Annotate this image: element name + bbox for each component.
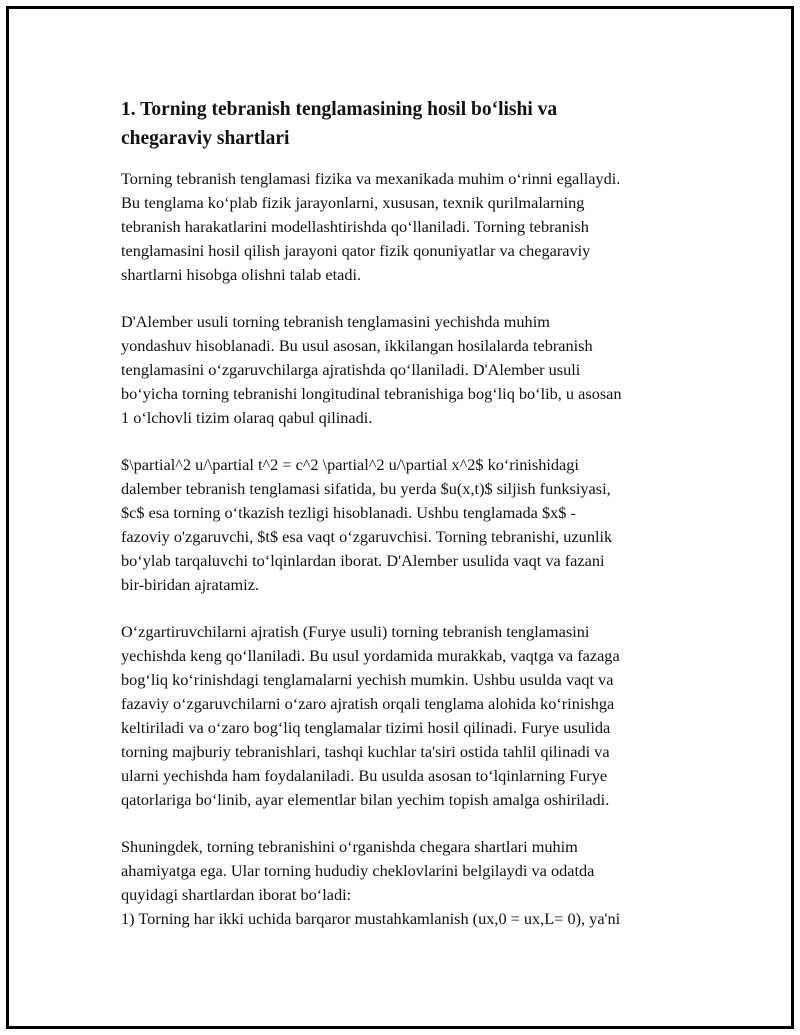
- text-line: $c$ esa torning o‘tkazish tezligi hisoblanadi. Ushbu tenglamada $x$ -: [121, 503, 576, 522]
- document-body: [121, 95, 696, 931]
- paragraph-dalembert: [121, 310, 696, 430]
- text-line: torning majburiy tebranishlari, tashqi kuchlar ta'siri ostida tahlil qilinadi va: [121, 742, 610, 761]
- text-line: quyidagi shartlardan iborat bo‘ladi:: [121, 885, 352, 904]
- heading-line: chegaraviy shartlari: [121, 128, 290, 149]
- text-line: tenglamasini o‘zgaruvchilarga ajratishda qo‘llaniladi. D'Alember usuli: [121, 360, 581, 379]
- heading-line: 1. Torning tebranish tenglamasining hosil bo‘lishi va: [121, 99, 558, 120]
- text-line: 1 o‘lchovli tizim olaraq qabul qilinadi.: [121, 408, 373, 427]
- text-line: bir-biridan ajratamiz.: [121, 575, 260, 594]
- text-line: keltiriladi va o‘zaro bog‘liq tenglamalar tizimi hosil qilinadi. Furye usulida: [121, 718, 611, 737]
- paragraph-fourier: [121, 620, 696, 812]
- text-line: yondashuv hisoblanadi. Bu usul asosan, ikkilangan hosilalarda tebranish: [121, 336, 593, 355]
- text-line: fazaviy o‘zgaruvchilarni o‘zaro ajratish orqali tenglama alohida ko‘rinishga: [121, 694, 615, 713]
- text-line: $\partial^2 u/\partial t^2 = c^2 \partial^2 u/\partial x^2$ ko‘rinishidagi: [121, 455, 579, 474]
- text-line: bo‘ylab tarqaluvchi to‘lqinlardan iborat. D'Alember usulida vaqt va fazani: [121, 551, 605, 570]
- text-line: dalember tebranish tenglamasi sifatida, bu yerda $u(x,t)$ siljish funksiyasi,: [121, 479, 611, 498]
- text-line: bo‘yicha torning tebranishi longitudinal tebranishiga bog‘liq bo‘lib, u asosan: [121, 384, 622, 403]
- list-item: 1) Torning har ikki uchida barqaror mustahkamlanish (ux,0 = ux,L= 0), ya'ni: [121, 909, 621, 928]
- text-line: Torning tebranish tenglamasi fizika va mexanikada muhim o‘rinni egallaydi.: [121, 169, 621, 188]
- text-line: Shuningdek, torning tebranishini o‘rganishda chegara shartlari muhim: [121, 837, 578, 856]
- text-line: D'Alember usuli torning tebranish tenglamasini yechishda muhim: [121, 312, 550, 331]
- text-line: bog‘liq ko‘rinishdagi tenglamalarni yechish mumkin. Ushbu usulda vaqt va: [121, 670, 614, 689]
- text-line: fazoviy o'zgaruvchi, $t$ esa vaqt o‘zgaruvchisi. Torning tebranishi, uzunlik: [121, 527, 613, 546]
- paragraph-boundary-conditions: [121, 835, 696, 931]
- text-line: Bu tenglama ko‘plab fizik jarayonlarni, xususan, texnik qurilmalarning: [121, 193, 585, 212]
- text-line: ahamiyatga ega. Ular torning hududiy cheklovlarini belgilaydi va odatda: [121, 861, 595, 880]
- text-line: qatorlariga bo‘linib, ayar elementlar bilan yechim topish amalga oshiriladi.: [121, 790, 610, 809]
- text-line: shartlarni hisobga olishni talab etadi.: [121, 265, 362, 284]
- text-line: yechishda keng qo‘llaniladi. Bu usul yordamida murakkab, vaqtga va fazaga: [121, 646, 620, 665]
- text-line: tenglamasini hosil qilish jarayoni qator fizik qonuniyatlar va chegaraviy: [121, 241, 591, 260]
- text-line: ularni yechishda ham foydalaniladi. Bu usulda asosan to‘lqinlarning Furye: [121, 766, 608, 785]
- paragraph-equation: [121, 453, 696, 597]
- text-line: tebranish harakatlarini modellashtirishda qo‘llaniladi. Torning tebranish: [121, 217, 589, 236]
- section-heading: [121, 95, 696, 153]
- page-frame: [6, 6, 794, 1029]
- paragraph-intro: [121, 167, 696, 287]
- text-line: O‘zgartiruvchilarni ajratish (Furye usuli) torning tebranish tenglamasini: [121, 622, 590, 641]
